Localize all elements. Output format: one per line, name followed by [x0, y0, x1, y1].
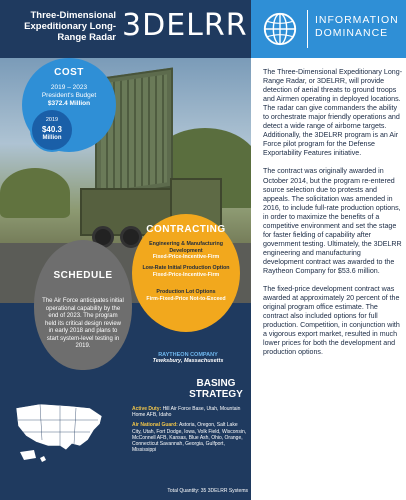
basing-title: BASING STRATEGY [189, 378, 243, 400]
contractor-info [138, 352, 238, 364]
total-quantity: Total Quantity: 35 3DELRR Systems [167, 488, 248, 494]
contract-item [142, 265, 230, 278]
section-header [251, 0, 406, 58]
basing-active-text: Hill Air Force Base, Utah, Mountain Home AFB, Idaho [132, 406, 241, 419]
us-map-icon [10, 390, 110, 470]
body-paragraph: The Three-Dimensional Expeditionary Long-Range Radar, or 3DELRR, will provide detection of aerial threats to ground troops and Airmen operating in deployed locations. The radar can give commanders the ability to orchestrate major friendly operations and detect a wide range of airborne targets. Additionally, the 3DELRR program is an Air Force pilot program for the Defense Exportability Features initiative. [263, 68, 403, 158]
contract-item-heading: Production Lot Options [156, 289, 216, 295]
basing-active-label: Active Duty: [132, 406, 162, 412]
schedule-text: The Air Force anticipates initial operational capability by the end of 2023. The program held its critical design review in early 2018 and plans to start system-level testing in 2019. [42, 298, 124, 349]
contracting-circle [132, 214, 240, 332]
program-acronym: 3DELRR [122, 8, 248, 43]
photo-tree [0, 168, 70, 218]
basing-text [132, 406, 248, 453]
cost-inner-circle [30, 108, 74, 152]
body-paragraph: The contract was originally awarded in October 2014, but the program re-entered source selection due to protests and appeals. The solicitation was amended in 2016, to include full-rate production options, in order to maximize the benefits of a competitive environment and set the stage for faster fielding of capability after government testing. Ultimately, the 3DELRR engineering and manufacturing development contract was awarded to the Raytheon Company for $53.6 million. [263, 167, 402, 275]
contract-item [142, 289, 230, 302]
body-paragraph: The fixed-price development contract was awarded at approximately 20 percent of the original program office estimate. The contract also included options for full production. Competition, in conjunction with a vigorous export market, resulted in much lower prices for both the development and production options. [263, 285, 400, 357]
cost-inner-year: 2019 [45, 117, 59, 123]
cost-inner-amount: $40.3 [41, 125, 63, 134]
header-divider [307, 10, 308, 48]
schedule-circle [34, 240, 132, 370]
cost-amount: $372.4 Million [47, 100, 91, 107]
cost-title: COST [54, 67, 84, 78]
contract-item [142, 241, 230, 261]
cost-years: 2019 – 2023 [50, 84, 88, 91]
contract-item-type: Fixed-Price-Incentive-Firm [152, 271, 220, 278]
program-header [0, 0, 251, 58]
contractor-name: RAYTHEON COMPANY [158, 352, 218, 358]
cost-inner-unit: Million [42, 135, 62, 141]
contractor-location: Tewksbury, Massachusetts [152, 358, 224, 364]
contracting-title: CONTRACTING [146, 224, 226, 235]
contract-item-type: Firm-Fixed-Price Not-to-Exceed [146, 295, 226, 302]
basing-guard-text: Astoria, Oregon, Salt Lake City, Utah, Fort Dodge, Iowa, Volk Field, Wisconsin, McConnell AFB, Kansas, Blue Ash, Ohio, Orange, Connecticut Savannah, Georgia, Gulfport, Mississippi [132, 422, 247, 454]
globe-icon [261, 10, 299, 48]
basing-guard-label: Air National Guard: [132, 422, 178, 429]
cost-budget-label: President's Budget [41, 92, 97, 99]
contract-item-type: Fixed-Price-Incentive-Firm [152, 254, 220, 260]
program-name: Three-Dimensional Expeditionary Long-Range Radar [24, 10, 116, 43]
article-body [263, 68, 403, 366]
contract-item-heading: Engineering & Manufacturing Development [149, 241, 223, 254]
contract-item-heading: Low-Rate Initial Production Option [142, 265, 230, 271]
schedule-title: SCHEDULE [53, 270, 113, 281]
section-title: INFORMATION DOMINANCE [315, 14, 399, 39]
